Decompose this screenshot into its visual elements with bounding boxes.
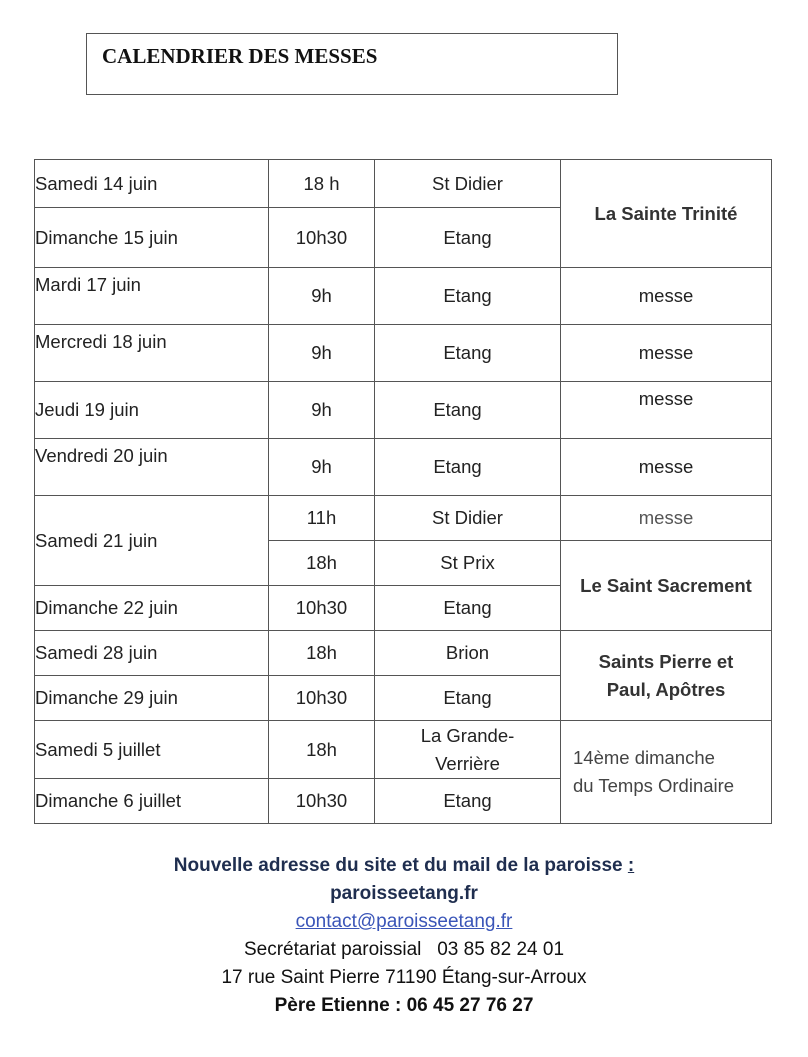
date-cell: Mardi 17 juin bbox=[35, 268, 269, 325]
email-link[interactable]: contact@paroisseetang.fr bbox=[295, 911, 513, 932]
place-cell: Etang bbox=[375, 382, 561, 439]
time-cell: 10h30 bbox=[269, 208, 375, 268]
feast-line: Paul, Apôtres bbox=[606, 678, 726, 700]
date-cell: Mercredi 18 juin bbox=[35, 325, 269, 382]
colon: : bbox=[627, 855, 635, 876]
date-cell: Samedi 28 juin bbox=[35, 631, 269, 676]
priest-contact: Père Etienne : 06 45 27 76 27 bbox=[274, 995, 534, 1016]
feast-line: 14ème dimanche bbox=[573, 747, 715, 768]
date-cell: Dimanche 22 juin bbox=[35, 586, 269, 631]
place-cell: Etang bbox=[375, 325, 561, 382]
date-cell: Samedi 21 juin bbox=[35, 496, 269, 586]
place-line: La Grande- bbox=[420, 724, 515, 746]
feast-cell bbox=[561, 631, 772, 721]
new-address-text: Nouvelle adresse du site et du mail de la paroisse bbox=[173, 855, 623, 876]
secretariat-line: Secrétariat paroissial 03 85 82 24 01 bbox=[243, 939, 565, 960]
new-address-line bbox=[0, 852, 808, 880]
time-cell: 11h bbox=[269, 496, 375, 541]
date-cell: Dimanche 15 juin bbox=[35, 208, 269, 268]
table-row bbox=[35, 721, 772, 779]
place-cell bbox=[375, 721, 561, 779]
table-row bbox=[35, 439, 772, 496]
date-cell: Dimanche 29 juin bbox=[35, 676, 269, 721]
note-cell: messe bbox=[561, 325, 772, 382]
note-cell: messe bbox=[561, 268, 772, 325]
time-cell: 18h bbox=[269, 721, 375, 779]
place-cell: Etang bbox=[375, 676, 561, 721]
table-row bbox=[35, 631, 772, 676]
time-cell: 18 h bbox=[269, 160, 375, 208]
date-cell: Dimanche 6 juillet bbox=[35, 779, 269, 824]
table-row bbox=[35, 382, 772, 439]
date-cell: Vendredi 20 juin bbox=[35, 439, 269, 496]
table-row bbox=[35, 268, 772, 325]
site-address[interactable]: paroisseetang.fr bbox=[330, 883, 478, 904]
postal-address: 17 rue Saint Pierre 71190 Étang-sur-Arroux bbox=[221, 967, 587, 988]
note-cell: messe bbox=[561, 496, 772, 541]
feast-line: Saints Pierre et bbox=[598, 650, 734, 672]
place-line: Verrière bbox=[435, 752, 500, 774]
date-cell: Jeudi 19 juin bbox=[35, 382, 269, 439]
place-cell: Brion bbox=[375, 631, 561, 676]
mass-schedule-table bbox=[34, 159, 772, 824]
time-cell: 9h bbox=[269, 439, 375, 496]
table-row bbox=[35, 160, 772, 208]
time-cell: 9h bbox=[269, 268, 375, 325]
date-cell: Samedi 14 juin bbox=[35, 160, 269, 208]
note-cell: messe bbox=[561, 439, 772, 496]
page-title: CALENDRIER DES MESSES bbox=[102, 44, 378, 68]
place-cell: Etang bbox=[375, 208, 561, 268]
footer bbox=[0, 852, 808, 1020]
feast-cell: La Sainte Trinité bbox=[561, 160, 772, 268]
place-cell: Etang bbox=[375, 268, 561, 325]
time-cell: 18h bbox=[269, 631, 375, 676]
place-cell: St Didier bbox=[375, 496, 561, 541]
place-cell: Etang bbox=[375, 779, 561, 824]
time-cell: 10h30 bbox=[269, 779, 375, 824]
time-cell: 9h bbox=[269, 325, 375, 382]
table-row bbox=[35, 496, 772, 541]
feast-line: du Temps Ordinaire bbox=[573, 775, 735, 796]
place-cell: Etang bbox=[375, 439, 561, 496]
place-cell: Etang bbox=[375, 586, 561, 631]
note-cell: messe bbox=[561, 382, 772, 439]
time-cell: 18h bbox=[269, 541, 375, 586]
time-cell: 9h bbox=[269, 382, 375, 439]
table-row bbox=[35, 325, 772, 382]
time-cell: 10h30 bbox=[269, 676, 375, 721]
time-cell: 10h30 bbox=[269, 586, 375, 631]
feast-cell bbox=[561, 721, 772, 824]
place-cell: St Prix bbox=[375, 541, 561, 586]
date-cell: Samedi 5 juillet bbox=[35, 721, 269, 779]
place-cell: St Didier bbox=[375, 160, 561, 208]
feast-cell: Le Saint Sacrement bbox=[561, 541, 772, 631]
